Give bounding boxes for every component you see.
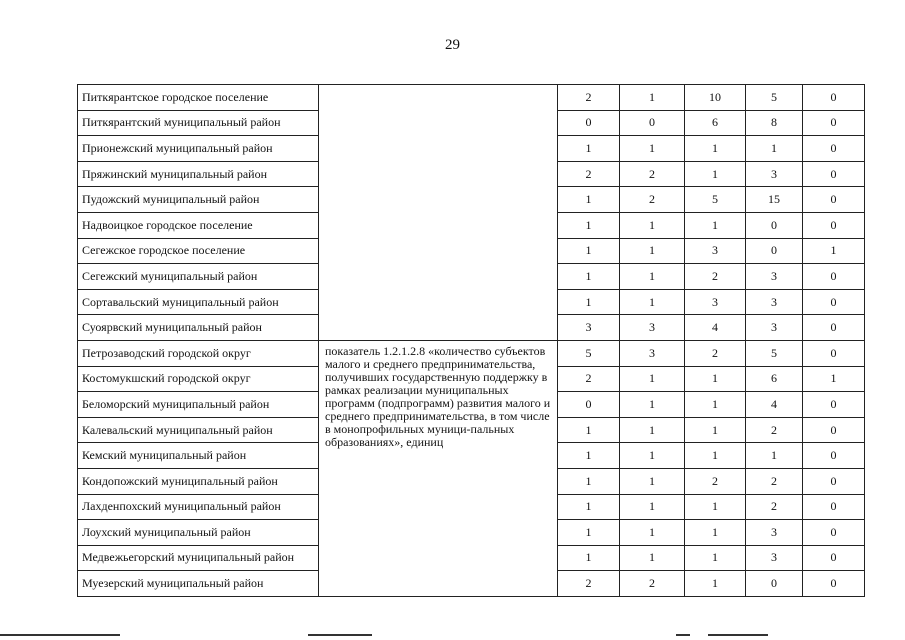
value-cell: 1 [620,289,685,315]
value-cell: 1 [620,85,685,111]
value-cell: 1 [558,520,620,546]
value-cell: 1 [685,443,746,469]
value-cell: 1 [558,494,620,520]
value-cell: 2 [558,571,620,597]
value-cell: 1 [620,417,685,443]
value-cell: 0 [803,417,865,443]
value-cell: 1 [803,238,865,264]
value-cell: 1 [558,187,620,213]
table-body [78,85,865,597]
value-cell: 1 [685,392,746,418]
value-cell: 2 [746,468,803,494]
municipality-name: Петрозаводский городской округ [78,340,319,366]
municipality-name: Надвоицкое городское поселение [78,212,319,238]
value-cell: 4 [746,392,803,418]
value-cell: 6 [685,110,746,136]
value-cell: 0 [803,187,865,213]
value-cell: 1 [558,136,620,162]
value-cell: 2 [746,417,803,443]
value-cell: 2 [558,366,620,392]
value-cell: 0 [803,571,865,597]
page-edge-mark-far-right [708,634,768,636]
value-cell: 1 [620,545,685,571]
value-cell: 2 [620,571,685,597]
municipality-name: Пудожский муниципальный район [78,187,319,213]
value-cell: 1 [620,494,685,520]
value-cell: 2 [746,494,803,520]
value-cell: 3 [746,520,803,546]
value-cell: 1 [558,545,620,571]
value-cell: 15 [746,187,803,213]
municipality-name: Беломорский муниципальный район [78,392,319,418]
value-cell: 1 [620,264,685,290]
value-cell: 0 [803,443,865,469]
value-cell: 5 [746,340,803,366]
value-cell: 1 [620,366,685,392]
page-number: 29 [445,37,460,53]
municipality-name: Костомукшский городской округ [78,366,319,392]
value-cell: 3 [558,315,620,341]
value-cell: 0 [803,315,865,341]
value-cell: 1 [685,136,746,162]
value-cell: 0 [803,110,865,136]
table-row [78,85,865,111]
municipality-name: Питкярантский муниципальный район [78,110,319,136]
value-cell: 0 [558,110,620,136]
value-cell: 3 [685,238,746,264]
value-cell: 2 [620,187,685,213]
value-cell: 0 [803,340,865,366]
value-cell: 1 [558,468,620,494]
value-cell: 1 [558,289,620,315]
value-cell: 6 [746,366,803,392]
value-cell: 5 [746,85,803,111]
value-cell: 1 [685,161,746,187]
indicator-cell-empty [319,85,558,341]
municipality-name: Пряжинский муниципальный район [78,161,319,187]
value-cell: 1 [685,545,746,571]
value-cell: 1 [558,238,620,264]
value-cell: 2 [558,85,620,111]
value-cell: 1 [685,417,746,443]
page-edge-mark-left [0,634,120,636]
municipality-name: Кондопожский муниципальный район [78,468,319,494]
value-cell: 1 [620,136,685,162]
value-cell: 3 [685,289,746,315]
value-cell: 0 [803,85,865,111]
value-cell: 1 [803,366,865,392]
value-cell: 0 [803,392,865,418]
municipality-name: Лахденпохский муниципальный район [78,494,319,520]
value-cell: 2 [685,264,746,290]
value-cell: 1 [685,212,746,238]
value-cell: 3 [746,545,803,571]
value-cell: 3 [620,340,685,366]
page-edge-mark-right [676,634,690,636]
value-cell: 1 [685,571,746,597]
value-cell: 0 [803,545,865,571]
value-cell: 5 [558,340,620,366]
municipality-name: Медвежьегорский муниципальный район [78,545,319,571]
value-cell: 0 [746,571,803,597]
value-cell: 3 [620,315,685,341]
value-cell: 1 [558,264,620,290]
value-cell: 0 [803,468,865,494]
page-edge-mark-mid [308,634,372,636]
value-cell: 2 [558,161,620,187]
indicator-description: показатель 1.2.1.2.8 «количество субъектов малого и среднего предпринимательства, получивших государственную поддержку в рамках реализации муниципальных программ (подпрограмм) развития малого и среднего предпринимательства, в том числе в монопрофильных муници-пальных образованиях», единиц [319,340,558,596]
municipality-name: Кемский муниципальный район [78,443,319,469]
value-cell: 1 [620,468,685,494]
value-cell: 1 [620,443,685,469]
value-cell: 0 [746,238,803,264]
value-cell: 10 [685,85,746,111]
value-cell: 0 [803,494,865,520]
value-cell: 2 [620,161,685,187]
table-row [78,340,865,366]
value-cell: 1 [558,417,620,443]
municipality-name: Калевальский муниципальный район [78,417,319,443]
value-cell: 1 [620,392,685,418]
municipality-name: Сегежское городское поселение [78,238,319,264]
value-cell: 1 [558,443,620,469]
value-cell: 0 [620,110,685,136]
value-cell: 1 [620,238,685,264]
value-cell: 4 [685,315,746,341]
value-cell: 0 [803,264,865,290]
value-cell: 1 [685,520,746,546]
value-cell: 2 [685,468,746,494]
value-cell: 1 [558,212,620,238]
municipality-name: Лоухский муниципальный район [78,520,319,546]
value-cell: 1 [746,136,803,162]
municipality-name: Прионежский муниципальный район [78,136,319,162]
value-cell: 0 [803,520,865,546]
value-cell: 0 [746,212,803,238]
value-cell: 3 [746,264,803,290]
value-cell: 0 [803,289,865,315]
municipality-name: Муезерский муниципальный район [78,571,319,597]
value-cell: 1 [685,494,746,520]
municipality-name: Сортавальский муниципальный район [78,289,319,315]
value-cell: 0 [803,212,865,238]
municipality-name: Сегежский муниципальный район [78,264,319,290]
value-cell: 8 [746,110,803,136]
value-cell: 5 [685,187,746,213]
value-cell: 2 [685,340,746,366]
value-cell: 0 [803,136,865,162]
value-cell: 0 [803,161,865,187]
value-cell: 1 [685,366,746,392]
municipality-indicator-table [77,84,865,597]
value-cell: 1 [746,443,803,469]
value-cell: 3 [746,161,803,187]
municipality-name: Суоярвский муниципальный район [78,315,319,341]
municipality-name: Питкярантское городское поселение [78,85,319,111]
value-cell: 0 [558,392,620,418]
value-cell: 1 [620,212,685,238]
value-cell: 1 [620,520,685,546]
value-cell: 3 [746,289,803,315]
value-cell: 3 [746,315,803,341]
